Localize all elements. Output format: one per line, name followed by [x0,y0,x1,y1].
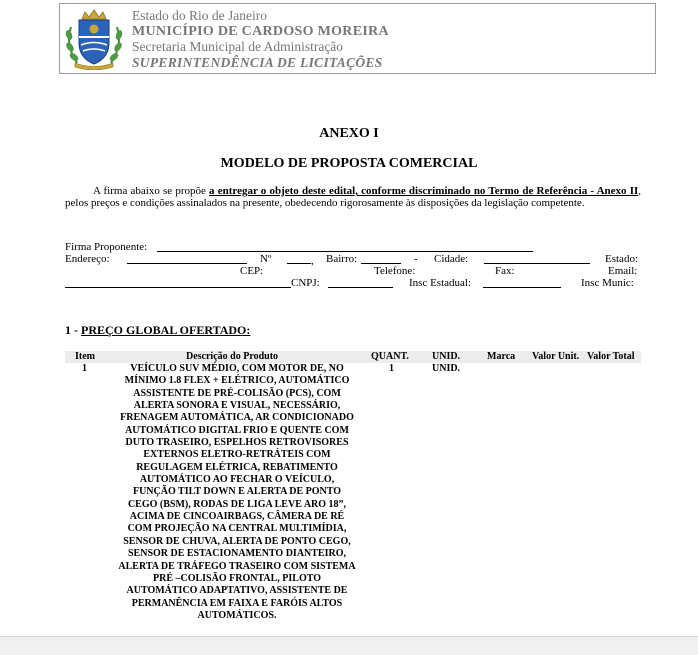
description-line: ALERTA SONORA E VISUAL, NECESSÁRIO, [133,400,341,412]
letterhead-municipality: MUNICÍPIO DE CARDOSO MOREIRA [132,23,389,39]
letterhead-office: SUPERINTENDÊNCIA DE LICITAÇÕES [132,54,383,70]
description-line: SENSOR DE ESTACIONAMENTO DIANTEIRO, [127,548,346,560]
header-descricao: Descrição do Produto [186,351,279,362]
document-title: MODELO DE PROPOSTA COMERCIAL [220,156,478,171]
fax-label: Fax: [495,265,515,277]
intro-paragraph [65,186,641,209]
insc-estadual-field[interactable] [483,277,561,291]
form-row-firma [65,241,641,253]
description-line: AUTOMÁTICOS. [197,609,277,621]
form-row-cnpj [65,277,641,289]
description-line: COM PROJEÇÃO NA CENTRAL MULTIMÍDIA, [127,523,347,535]
header-item: Item [75,351,95,362]
intro-part2: , pelos preços e condições assinalados na presente, obedecendo rigorosamente às disposições da legislação competente. [65,185,642,209]
cnpj-field[interactable] [328,277,393,291]
description-line: AUTOMÁTICO DIGITAL FRIO E QUENTE COM [125,424,349,436]
description-line: CEGO (BSM), RODAS DE LIGA LEVE ARO 18”, [127,498,347,510]
row-unid: UNID. [432,363,461,374]
form-row-cep [65,265,641,277]
table-header [65,351,641,363]
letterhead [59,3,656,74]
endereco-label: Endereço: [65,253,110,265]
header-quant: QUANT. [371,351,409,362]
description-line: PERMANÊNCIA EM FAIXA E FARÓIS ALTOS [131,597,343,609]
numero-field[interactable]: , [287,253,314,267]
description-line: ACIMA DE CINCOAIRBAGS, CÂMERA DE RÉ [129,511,345,523]
firma-label: Firma Proponente: [65,241,148,253]
description-line: AUTOMÁTICO ADAPTATIVO, ASSISTENTE DE [126,585,348,597]
insc-munic-label: Insc Munic: [581,277,634,289]
description-line: SENSOR DE CHUVA, ALERTA DE PONTO CEGO, [123,535,351,547]
description-line: EXTERNOS ELETRO-RETRÁTEIS COM [143,449,331,461]
description-line: FUNÇÃO TILT DOWN E ALERTA DE PONTO [132,486,342,498]
cidade-label: Cidade: [434,253,469,265]
section-heading [65,323,250,338]
header-unid: UNID. [432,351,461,362]
dash-separator: - [414,253,418,265]
section-number: 1 - [65,323,81,337]
insc-estadual-label: Insc Estadual: [409,277,472,289]
description-line: MÍNIMO 1.8 FLEX + ELÉTRICO, AUTOMÁTICO [124,375,350,387]
viewer-bottom-bar [0,636,698,655]
email-field[interactable] [65,277,291,291]
description-line: DUTO TRASEIRO, ESPELHOS RETROVISORES [125,437,349,449]
cnpj-label: CNPJ: [291,277,320,289]
letterhead-department: Secretaria Municipal de Administração [132,39,344,54]
proposal-form [65,241,641,289]
description-line: ASSISTENTE DE PRÉ-COLISÃO (PCS), COM [133,387,341,399]
section-title: PREÇO GLOBAL OFERTADO: [81,323,251,337]
description-line: PRÉ –COLISÃO FRONTAL, PILOTO [153,572,321,584]
row-description [106,363,368,622]
row-item: 1 [82,363,87,374]
intro-highlight: a entregar o objeto deste edital, conforme discriminado no Termo de Referência - Anexo II [209,185,639,197]
cep-label: CEP: [240,265,264,277]
header-valor-total: Valor Total [587,351,635,362]
description-line: VEÍCULO SUV MÉDIO, COM MOTOR DE, NO [130,363,344,374]
bairro-label: Bairro: [326,253,358,265]
description-line: AUTOMÁTICO AO FECHAR O VEÍCULO, [139,474,335,486]
municipal-coat-of-arms-icon [63,7,125,70]
header-valor-unit: Valor Unit. [532,351,580,362]
telefone-label: Telefone: [374,265,416,277]
estado-label: Estado: [605,253,638,265]
row-quant: 1 [389,363,394,374]
description-line: ALERTA DE TRÁFEGO TRASEIRO COM SISTEMA [118,560,356,572]
description-line: REGULAGEM ELÉTRICA, REBATIMENTO [136,461,338,473]
description-line: FRENAGEM AUTOMÁTICA, AR CONDICIONADO [120,412,354,424]
letterhead-text [132,8,389,70]
intro-part1: A firma abaixo se propõe [93,185,210,197]
letterhead-state: Estado do Rio de Janeiro [132,8,267,23]
form-row-endereco [65,253,641,265]
header-marca: Marca [487,351,516,362]
annex-title: ANEXO I [319,126,379,141]
email-label: Email: [608,265,638,277]
numero-label: Nº [260,253,272,265]
